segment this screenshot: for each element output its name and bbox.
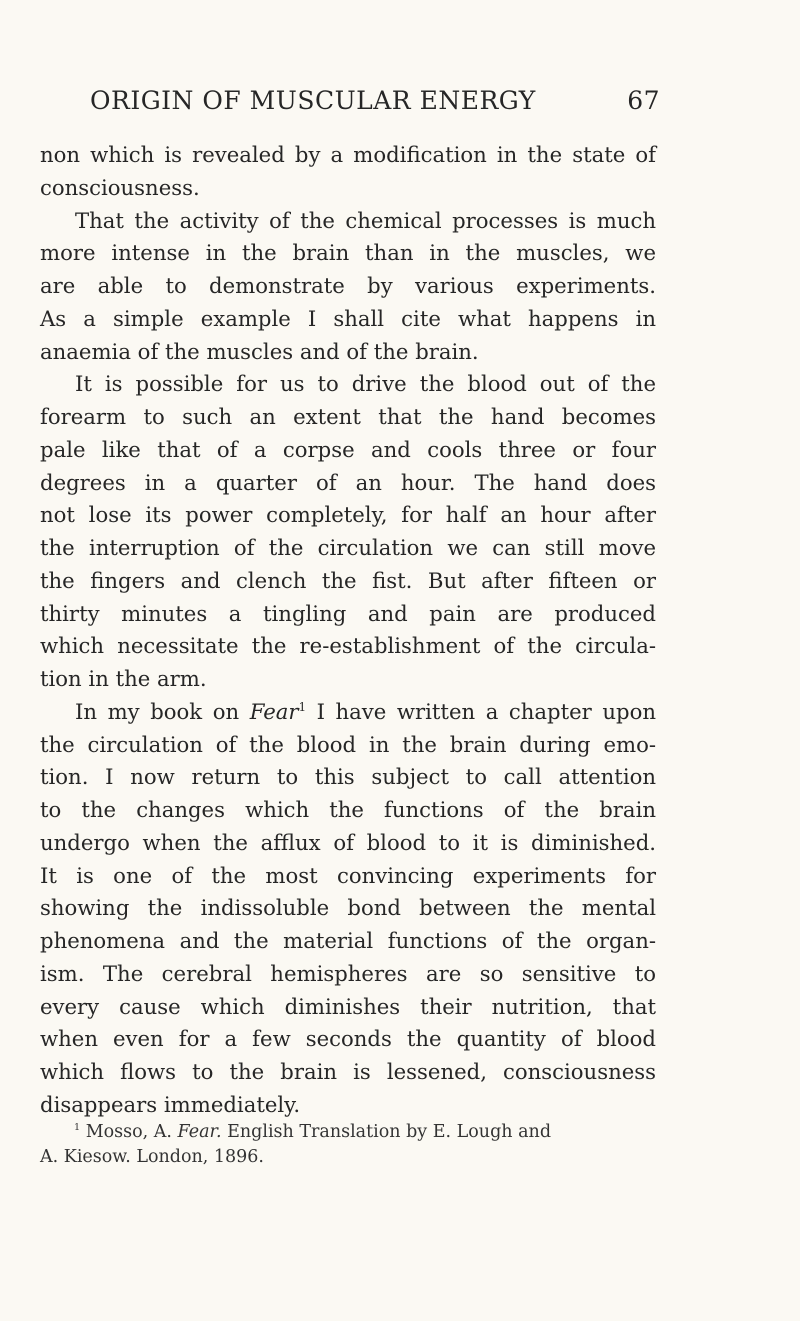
text-line: when even for a few seconds the quantity of blood [40, 1026, 656, 1052]
text-line-with-footnote-ref: In my book on Fear$^1$ I have written a chapter upon [75, 698, 656, 724]
text-line: to the changes which the functions of the brain [40, 797, 656, 822]
text-line: the circulation of the blood in the brain during emo- [40, 731, 656, 757]
text-line: As a simple example I shall cite what happens in [40, 305, 656, 331]
text-line: pale like that of a corpse and cools three or four [40, 436, 656, 462]
footnote-marker: 1 [74, 1122, 81, 1134]
footnote-line: A. Kiesow. London, 1896. [40, 1147, 264, 1167]
text-line: which necessitate the re-establishment of the circula- [40, 633, 656, 659]
text-line: anaemia of the muscles and of the brain. [40, 338, 479, 364]
running-title: ORIGIN OF MUSCULAR ENERGY [90, 86, 536, 115]
footnote [40, 1120, 656, 1170]
text-line: thirty minutes a tingling and pain are produced [40, 600, 656, 626]
text-line: tion. I now return to this subject to call attention [40, 764, 656, 790]
text-line: That the activity of the chemical processes is much [75, 207, 656, 233]
book-title-fear: Fear [249, 698, 299, 724]
body-text [40, 139, 656, 1122]
footnote-ref: 1 [298, 699, 306, 714]
footnote-line: $^1$ Mosso, A. Fear. English Translation by E. Lough and [74, 1122, 552, 1142]
text-line: showing the indissoluble bond between the mental [40, 895, 656, 921]
text-line: It is possible for us to drive the blood out of the [75, 371, 656, 397]
footnote-book-title: Fear. [177, 1122, 222, 1142]
running-header [90, 86, 660, 115]
page-number: 67 [627, 86, 660, 115]
text-line: ism. The cerebral hemispheres are so sensitive to [40, 960, 656, 986]
text-line: non which is revealed by a modification in the state of [40, 142, 656, 167]
text-line: not lose its power completely, for half an hour after [40, 502, 656, 528]
text-line: forearm to such an extent that the hand becomes [40, 404, 656, 429]
text-line: which flows to the brain is lessened, consciousness [40, 1059, 656, 1084]
text-line: more intense in the brain than in the muscles, we [40, 240, 656, 266]
text-line: It is one of the most convincing experiments for [40, 862, 656, 888]
text-line: the fingers and clench the fist. But after fifteen or [40, 567, 656, 593]
text-line: tion in the arm. [40, 666, 207, 691]
text-line: disappears immediately. [40, 1091, 301, 1117]
text-line: undergo when the afflux of blood to it is diminished. [40, 829, 656, 855]
text-line: are able to demonstrate by various experiments. [40, 273, 656, 298]
text-line: degrees in a quarter of an hour. The hand does [40, 469, 656, 495]
text-line: consciousness. [40, 174, 200, 200]
text-line: every cause which diminishes their nutrition, that [40, 993, 656, 1019]
text-line: phenomena and the material functions of the organ- [40, 928, 656, 953]
text-line: the interruption of the circulation we can still move [40, 535, 656, 560]
